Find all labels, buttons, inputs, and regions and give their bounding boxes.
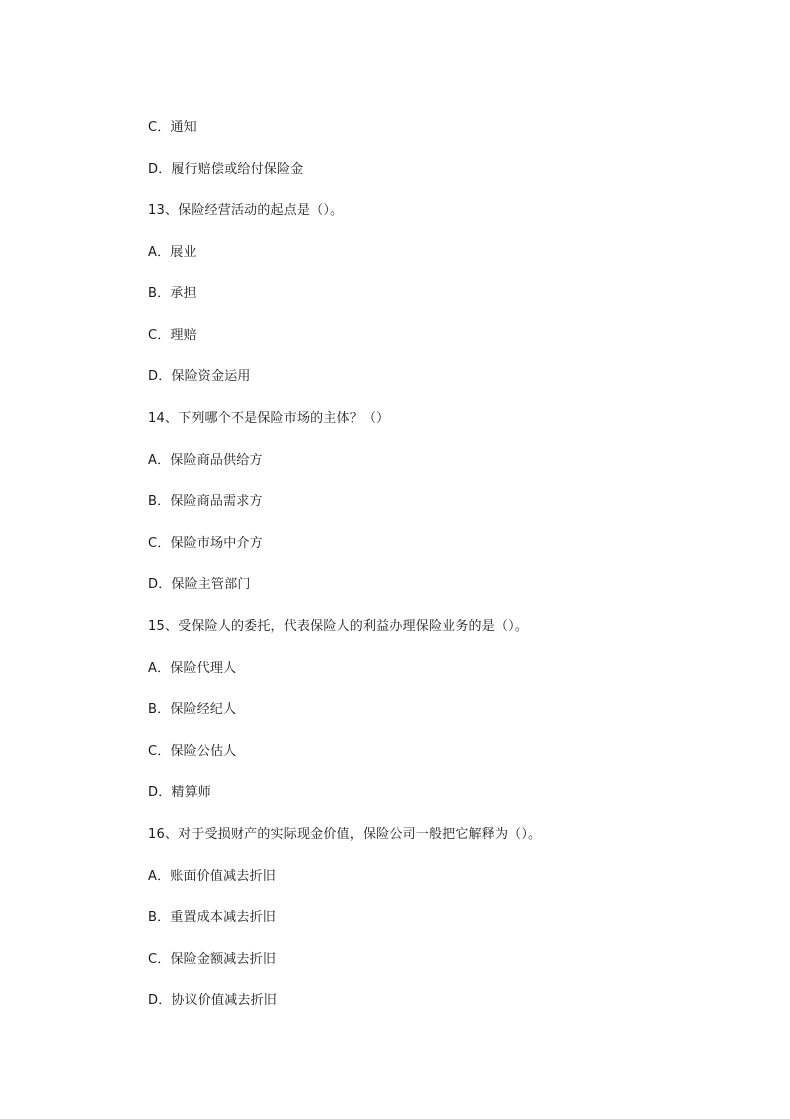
q14-option-a: A．保险商品供给方 xyxy=(148,453,263,468)
q16-option-c: C．保险金额减去折旧 xyxy=(148,952,277,967)
q12-option-d: D．履行赔偿或给付保险金 xyxy=(148,162,304,177)
q16-option-d: D．协议价值减去折旧 xyxy=(148,993,278,1008)
q15-option-a: A．保险代理人 xyxy=(148,661,237,676)
q13-option-c: C．理赔 xyxy=(148,328,197,343)
q12-option-c: C．通知 xyxy=(148,120,197,135)
q14-option-d: D．保险主管部门 xyxy=(148,577,251,592)
q16-option-b: B．重置成本减去折旧 xyxy=(148,910,276,925)
q15-option-b: B．保险经纪人 xyxy=(148,702,237,717)
q16-option-a: A．账面价值减去折旧 xyxy=(148,869,276,884)
q15-stem: 15、受保险人的委托，代表保险人的利益办理保险业务的是（）。 xyxy=(148,619,529,634)
q13-option-b: B．承担 xyxy=(148,286,197,301)
q14-option-c: C．保险市场中介方 xyxy=(148,536,263,551)
q13-stem: 13、保险经营活动的起点是（）。 xyxy=(148,203,344,218)
q16-stem: 16、对于受损财产的实际现金价值，保险公司一般把它解释为（）。 xyxy=(148,827,542,842)
q13-option-a: A．展业 xyxy=(148,245,197,260)
q15-option-c: C．保险公估人 xyxy=(148,744,237,759)
q14-option-b: B．保险商品需求方 xyxy=(148,494,263,509)
q15-option-d: D．精算师 xyxy=(148,785,212,800)
q13-option-d: D．保险资金运用 xyxy=(148,369,251,384)
q14-stem: 14、下列哪个不是保险市场的主体？（） xyxy=(148,411,390,426)
